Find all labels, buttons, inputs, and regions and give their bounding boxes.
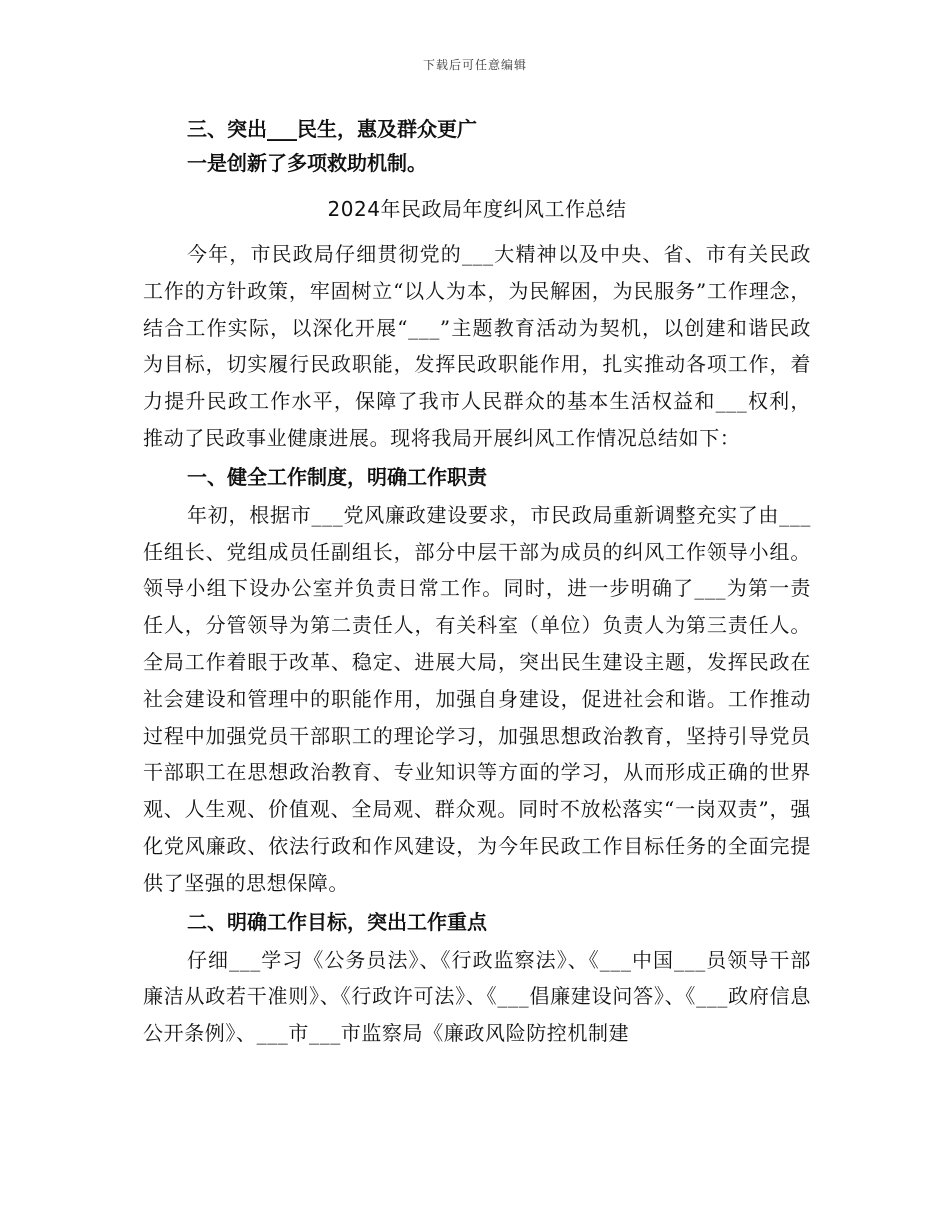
header-note: 下载后可任意编辑 bbox=[422, 58, 527, 72]
section-2-body: 仔细___学习《公务员法》、《行政监察法》、《___中国___员领导干部廉洁从政若干准则》、《行政许可法》、《___倡廉建设问答》、《___政府信息公开条例》、___市___市监察局《廉政风险防控机制建 bbox=[143, 947, 811, 1046]
pre-heading-1: 三、突出___民生，惠及群众更广 bbox=[187, 117, 477, 141]
section-1-body: 年初，根据市___党风廉政建设要求，市民政局重新调整充实了由___任组长、党组成员任副组长，部分中层干部为成员的纠风工作领导小组。领导小组下设办公室并负责日常工作。同时，进一步明确了___为第一责任人，分管领导为第二责任人，有关科室（单位）负责人为第三责任人。全局工作着眼于改革、稳定、进展大局，突出民生建设主题，发挥民政在社会建设和管理中的职能作用，加强自身建设，促进社会和谐。工作推动过程中加强党员干部职工的理论学习，加强思想政治教育，坚持引导党员干部职工在思想政治教育、专业知识等方面的学习，从而形成正确的世界观、人生观、价值观、全局观、群众观。同时不放松落实“一岗双责”，强化党风廉政、依法行政和作风建设，为今年民政工作目标任务的全面完提供了坚强的思想保障。 bbox=[143, 502, 811, 895]
section-1-heading: 一、健全工作制度，明确工作职责 bbox=[187, 464, 487, 489]
section-2-heading: 二、明确工作目标，突出工作重点 bbox=[187, 909, 487, 934]
pre-heading-2: 一是创新了多项救助机制。 bbox=[187, 151, 427, 175]
document-page bbox=[143, 112, 811, 1052]
document-title: 2024年民政局年度纠风工作总结 bbox=[327, 197, 627, 221]
intro-paragraph: 今年，市民政局仔细贯彻党的___大精神以及中央、省、市有关民政工作的方针政策，牢固树立“以人为本，为民解困，为民服务”工作理念，结合工作实际，以深化开展“___”主题教育活动为契机，以创建和谐民政为目标，切实履行民政职能，发挥民政职能作用，扎实推动各项工作，着力提升民政工作水平，保障了我市人民群众的基本生活权益和___权利，推动了民政事业健康进展。现将我局开展纠风工作情况总结如下： bbox=[143, 242, 811, 450]
